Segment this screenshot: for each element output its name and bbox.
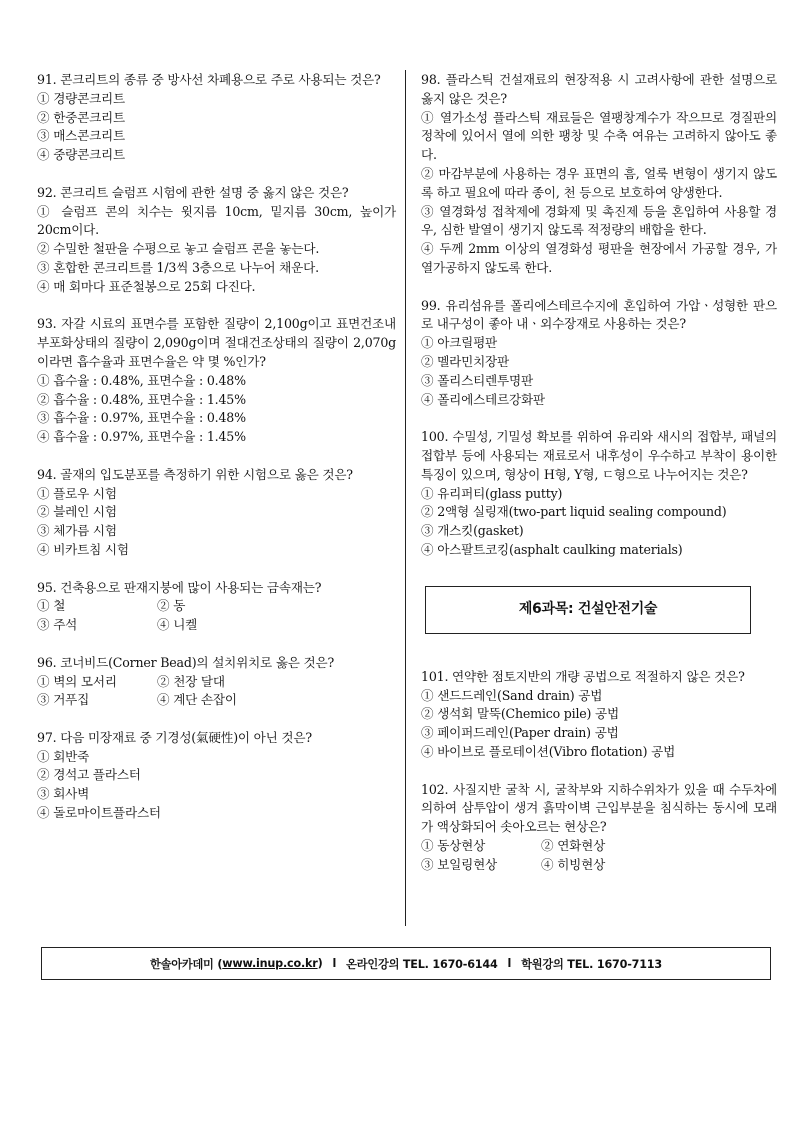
option: ① 동상현상	[421, 837, 486, 853]
option: ④ 바이브로 플로테이션(Vibro flotation) 공법	[421, 743, 676, 759]
option: ② 동	[157, 598, 186, 614]
option: ③ 개스킷(gasket)	[421, 523, 524, 539]
option: ① 플로우 시험	[37, 485, 117, 501]
footer-online-phone: 온라인강의 TEL. 1670-6144	[346, 957, 498, 971]
option: ④ 폴리에스테르강화판	[421, 391, 545, 407]
left-column	[37, 71, 396, 842]
question-text: 92. 콘크리트 슬럼프 시험에 관한 설명 중 옳지 않은 것은?	[37, 184, 349, 200]
question-91	[37, 71, 396, 165]
option: ② 2액형 실링재(two-part liquid sealing compound)	[421, 504, 727, 520]
option-row	[37, 673, 396, 692]
column-divider	[405, 70, 406, 926]
right-column	[421, 71, 777, 893]
option: ① 열가소성 플라스틱 재료들은 열팽창계수가 작으므로 경질판의 정착에 있어서 열에 의한 팽창 및 수축 여유는 고려하지 않아도 좋다.	[421, 109, 777, 163]
option: ③ 회사벽	[37, 786, 90, 802]
option: ③ 열경화성 접착제에 경화제 및 촉진제 등을 혼입하여 사용할 경우, 심한 발열이 생기지 않도록 적정량의 배합을 한다.	[421, 203, 777, 238]
question-97	[37, 729, 396, 823]
question-text: 97. 다음 미장재료 중 기경성(氣硬性)이 아닌 것은?	[37, 729, 312, 745]
question-text: 96. 코너비드(Corner Bead)의 설치위치로 옳은 것은?	[37, 654, 335, 670]
subject-title: 제6과목: 건설안전기술	[518, 601, 658, 618]
option-row	[421, 856, 777, 875]
footer-academy-phone: 학원강의 TEL. 1670-7113	[521, 957, 662, 971]
option: ① 벽의 모서리	[37, 673, 117, 689]
footer-publisher: 한솔아카데미 (	[150, 957, 223, 971]
option: ① 샌드드레인(Sand drain) 공법	[421, 687, 603, 703]
option: ② 흡수율 : 0.48%, 표면수율 : 1.45%	[37, 391, 246, 407]
option: ② 멜라민치장판	[421, 353, 509, 369]
option: ① 아크릴평판	[421, 335, 498, 351]
option: ④ 니켈	[157, 617, 198, 633]
option: ③ 페이퍼드레인(Paper drain) 공법	[421, 725, 619, 741]
option: ③ 흡수율 : 0.97%, 표면수율 : 0.48%	[37, 410, 246, 426]
option: ① 경량콘크리트	[37, 90, 125, 106]
question-text: 91. 콘크리트의 종류 중 방사선 차폐용으로 주로 사용되는 것은?	[37, 72, 381, 87]
option: ④ 비카트침 시험	[37, 541, 129, 557]
option: ④ 흡수율 : 0.97%, 표면수율 : 1.45%	[37, 429, 246, 445]
question-text: 93. 자갈 시료의 표면수를 포함한 질량이 2,100g이고 표면건조내부포화상태의 질량이 2,090g이며 절대건조상태의 질량이 2,070g 이라면 흡수율과 표면수율은 약 몇 %인가?	[37, 316, 396, 369]
question-100	[421, 428, 777, 560]
footer-separator: l	[332, 957, 337, 970]
option: ④ 히빙현상	[541, 856, 606, 872]
question-text: 94. 골재의 입도분포를 측정하기 위한 시험으로 옳은 것은?	[37, 466, 353, 482]
option: ② 천장 달대	[157, 673, 225, 689]
subject-title-box	[425, 586, 751, 634]
option: ① 철	[37, 598, 66, 614]
question-text: 99. 유리섬유를 폴리에스테르수지에 혼입하여 가압ㆍ성형한 판으로 내구성이 좋아 내ㆍ외수장재로 사용하는 것은?	[421, 297, 777, 332]
footer-publisher-close: )	[317, 957, 323, 970]
footer-separator: l	[507, 957, 512, 970]
footer-box	[41, 947, 771, 980]
option: ③ 매스콘크리트	[37, 128, 125, 144]
option: ③ 주석	[37, 617, 78, 633]
option: ④ 아스팔트코킹(asphalt caulking materials)	[421, 541, 683, 557]
option: ④ 매 회마다 표준철봉으로 25회 다진다.	[37, 278, 256, 294]
footer-website-link[interactable]: www.inup.co.kr	[222, 957, 318, 970]
question-98	[421, 71, 777, 278]
option: ③ 폴리스티렌투명판	[421, 372, 533, 388]
option: ① 회반죽	[37, 748, 90, 764]
option-row	[37, 597, 396, 616]
option: ③ 혼합한 콘크리트를 1/3씩 3층으로 나누어 채운다.	[37, 259, 319, 275]
option: ④ 중량콘크리트	[37, 147, 125, 163]
question-99	[421, 297, 777, 410]
question-text: 95. 건축용으로 판재지붕에 많이 사용되는 금속재는?	[37, 579, 322, 595]
question-text: 100. 수밀성, 기밀성 확보를 위하여 유리와 새시의 접합부, 패널의 접합부 등에 사용되는 재료로서 내후성이 우수하고 부착이 용이한 특징이 있으며, 형상이 H형, Y형, ㄷ형으로 나누어지는 것은?	[421, 429, 777, 482]
question-94	[37, 466, 396, 560]
question-101	[421, 668, 777, 762]
option: ② 마감부분에 사용하는 경우 표면의 흠, 얼룩 변형이 생기지 않도록 하고 필요에 따라 종이, 천 등으로 보호하여 양생한다.	[421, 165, 777, 200]
option: ② 연화현상	[541, 837, 606, 853]
option: ④ 두께 2mm 이상의 열경화성 평판을 현장에서 가공할 경우, 가열가공하지 않도록 한다.	[421, 241, 777, 275]
option: ② 한중콘크리트	[37, 109, 125, 125]
option: ④ 계단 손잡이	[157, 692, 237, 708]
question-93	[37, 315, 396, 447]
question-text: 101. 연약한 점토지반의 개량 공법으로 적절하지 않은 것은?	[421, 668, 745, 684]
option: ① 슬럼프 콘의 치수는 윗지름 10cm, 밑지름 30cm, 높이가 20cm이다.	[37, 203, 396, 238]
question-95	[37, 579, 396, 635]
option-row	[37, 691, 396, 710]
option: ③ 거푸집	[37, 692, 90, 708]
question-102	[421, 781, 777, 875]
option: ② 경석고 플라스터	[37, 767, 141, 783]
question-96	[37, 654, 396, 710]
option: ① 유리퍼티(glass putty)	[421, 485, 563, 501]
option: ② 생석회 말뚝(Chemico pile) 공법	[421, 706, 619, 722]
question-92	[37, 184, 396, 297]
option: ② 수밀한 철판을 수평으로 놓고 슬럼프 콘을 놓는다.	[37, 241, 320, 257]
option: ② 블레인 시험	[37, 504, 117, 520]
option-row	[37, 616, 396, 635]
option: ④ 돌로마이트플라스터	[37, 805, 161, 821]
option: ③ 체가름 시험	[37, 523, 117, 539]
question-text: 102. 사질지반 굴착 시, 굴착부와 지하수위차가 있을 때 수두차에 의하여 삼투압이 생겨 흙막이벽 근입부분을 침식하는 동시에 모래가 액상화되어 솟아오르는 현상은?	[421, 781, 777, 835]
question-text: 98. 플라스틱 건설재료의 현장적용 시 고려사항에 관한 설명으로 옳지 않은 것은?	[421, 72, 777, 106]
option-row	[421, 837, 777, 856]
option: ③ 보일링현상	[421, 856, 498, 872]
option: ① 흡수율 : 0.48%, 표면수율 : 0.48%	[37, 372, 246, 388]
